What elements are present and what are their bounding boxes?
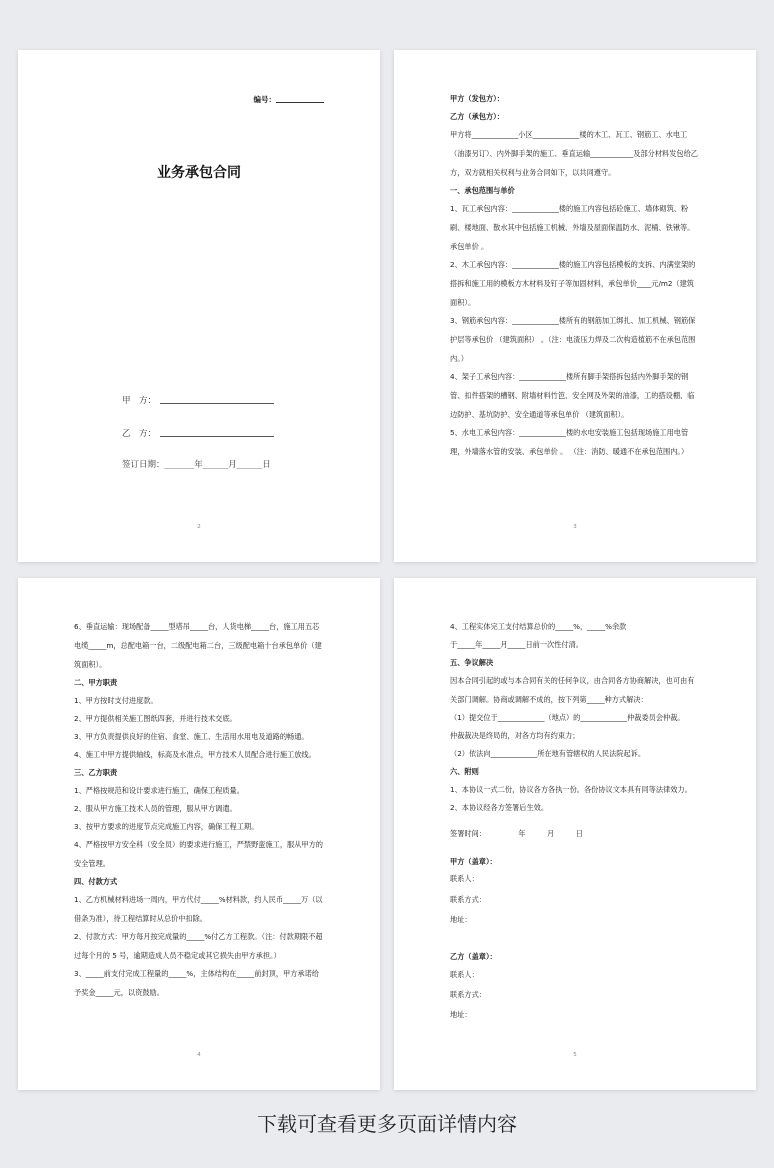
party-a-blank <box>160 394 274 404</box>
clause-text: 于_____年_____月_____日前一次性付清。 <box>450 639 583 649</box>
page-body <box>450 94 700 465</box>
party-b-blank <box>160 427 274 437</box>
clause-text: 1、本协议一式二份，协议各方各执一份。各份协议文本具有同等法律效力。 <box>450 784 692 794</box>
page-number: 5 <box>573 1051 577 1058</box>
page-number: 4 <box>197 1051 201 1058</box>
party-a-field <box>122 394 274 407</box>
page-number: 2 <box>197 523 201 530</box>
clause-text: 3、按甲方要求的进度节点完成施工内容，确保工程工期。 <box>74 821 259 831</box>
clause-text: 2、服从甲方施工技术人员的管理，服从甲方调遣。 <box>74 803 237 813</box>
clause-text: 2、本协议经各方签署后生效。 <box>450 802 549 812</box>
contact-info-field: 联系方式： <box>450 894 486 904</box>
clause-text: 2、甲方提供相关施工图纸四套，并进行技术交底。 <box>74 713 237 723</box>
clause-text: （2）依法向_____________所在地有管辖权的人民法院起诉。 <box>450 748 646 758</box>
section-heading: 四、付款方式 <box>74 876 118 886</box>
signature-title: 乙方（盖章）： <box>450 951 497 961</box>
document-title: 业务承包合同 <box>157 165 241 181</box>
party-b-signature-block <box>450 952 700 1020</box>
clause-text: 3、钢筋承包内容：_____________楼所有的钢筋加工绑扎、加工机械、钢筋保护层等承包价 （建筑面积） 。（注：电渣压力焊及二次构造植筋不在承包范围内。） <box>450 315 696 363</box>
section-heading: 一、承包范围与单价 <box>450 185 515 195</box>
contract-page-3 <box>394 50 756 562</box>
clause-text: 4、严格按甲方安全科（安全员）的要求进行施工，严禁野蛮施工，服从甲方的安全管理。 <box>74 839 323 868</box>
section-heading: 五、争议解决 <box>450 657 494 667</box>
clause-text: 因本合同引起的或与本合同有关的任何争议，由合同各方协商解决，也可由有关部门调解。协商或调解不成的，按下列第_____种方式解决： <box>450 675 695 704</box>
page-body <box>450 622 700 1031</box>
party-a-signature-block <box>450 857 700 925</box>
address-field: 地址： <box>450 915 472 925</box>
contact-person-field: 联系人： <box>450 969 479 979</box>
clause-text: 1、甲方按时支付进度款。 <box>74 695 158 705</box>
clause-text: 3、_____前支付完成工程量的_____%，主体结构在_____前封顶，甲方承诺给予奖金_____元，以资鼓励。 <box>74 968 319 997</box>
party-a-label: 甲 方： <box>122 396 157 406</box>
section-heading: 六、附则 <box>450 766 479 776</box>
section-heading: 乙方（承包方）： <box>450 111 504 121</box>
clause-text: 6、垂直运输：现场配备_____型塔吊_____台，人货电梯_____台，施工用五芯电缆_____m，总配电箱一台，二级配电箱二台，三级配电箱十台承包单价（建筑面积）。 <box>74 622 322 669</box>
sign-date: 签订日期：_______年______月______日 <box>122 460 271 470</box>
page-body <box>74 622 324 1006</box>
clause-text: 2、付款方式：甲方每月按完成量的_____%付乙方工程款。（注：付款期限不超过每个月的 5 号，逾期造成人员不稳定或其它损失由甲方承担。） <box>74 931 323 960</box>
serial-number-field <box>254 94 325 105</box>
clause-text: （1）提交位于_____________（地点）的_____________仲裁委员会仲裁。 <box>450 712 685 722</box>
clause-text: 1、乙方机械材料进场一周内，甲方代付_____%材料款，约人民币_____万（以借条为准），待工程结算时从总价中扣除。 <box>74 894 323 923</box>
address-field: 地址： <box>450 1010 472 1020</box>
contact-info-field: 联系方式： <box>450 989 486 999</box>
party-b-field <box>122 427 274 440</box>
clause-text: 4、架子工承包内容：_____________楼所有脚手架搭拆包括内外脚手架的钢管、扣件搭架的槽钢、附墙材料竹笆、安全网及外架的油漆，工的搭设棚、临边防护、基坑防护、安全通道等承包单价 （建筑面积）。 <box>450 371 695 419</box>
clause-text: 5、水电工承包内容：_____________楼的水电安装施工包括现场施工用电管理，外墙落水管的安装、承包单价 。 （注：消防、暖通不在承包范围内。） <box>450 427 689 456</box>
section-heading: 二、甲方职责 <box>74 678 118 687</box>
serial-number-label: 编号： <box>253 95 276 104</box>
clause-text: 3、甲方负责提供良好的住宿、食堂、施工、生活用水用电及道路的畅通。 <box>74 731 309 741</box>
sign-time: 签署时间： 年 月 日 <box>450 828 583 838</box>
clause-text: 4、施工中甲方提供轴线，标高及水准点，甲方技术人员配合进行施工放线。 <box>74 749 316 759</box>
contract-page-5 <box>394 578 756 1090</box>
party-b-label: 乙 方： <box>122 429 157 439</box>
clause-text: 4、工程实体完工支付结算总价的_____%，_____%余款 <box>450 622 627 631</box>
download-more-caption: 下载可查看更多页面详情内容 <box>257 1112 517 1136</box>
contract-page-4 <box>18 578 380 1090</box>
clause-text: 甲方将_____________小区_____________楼的木工、瓦工、钢筋工、水电工（油漆另订）、内外脚手架的施工、垂直运输____________及部分材料发包给乙方，双方就相关权利与业务合同如下，以共同遵守。 <box>450 129 698 177</box>
contact-person-field: 联系人： <box>450 874 479 884</box>
page-number: 3 <box>573 523 577 530</box>
signature-title: 甲方（盖章）： <box>450 856 497 866</box>
clause-text: 仲裁裁决是终局的，对各方均有约束力； <box>450 730 580 740</box>
clause-text: 1、瓦工承包内容：_____________楼的施工内容包括砼施工、墙体砌筑、粉刷、楼地面、散水其中包括施工机械、外墙及屋面保温防水、泥桶、铁锹等。承包单价 。 <box>450 203 695 251</box>
section-heading: 甲方（发包方）： <box>450 94 504 103</box>
clause-text: 2、木工承包内容：_____________楼的施工内容包括模板的支拆、内满堂架的搭拆和施工用的模板方木材料及钉子等加固材料，承包单价____元/m2（建筑面积）。 <box>450 259 696 307</box>
section-heading: 三、乙方职责 <box>74 767 118 777</box>
serial-number-blank <box>276 94 324 103</box>
contract-cover-page <box>18 50 380 562</box>
clause-text: 1、严格按规范和设计要求进行施工，确保工程质量。 <box>74 785 244 795</box>
